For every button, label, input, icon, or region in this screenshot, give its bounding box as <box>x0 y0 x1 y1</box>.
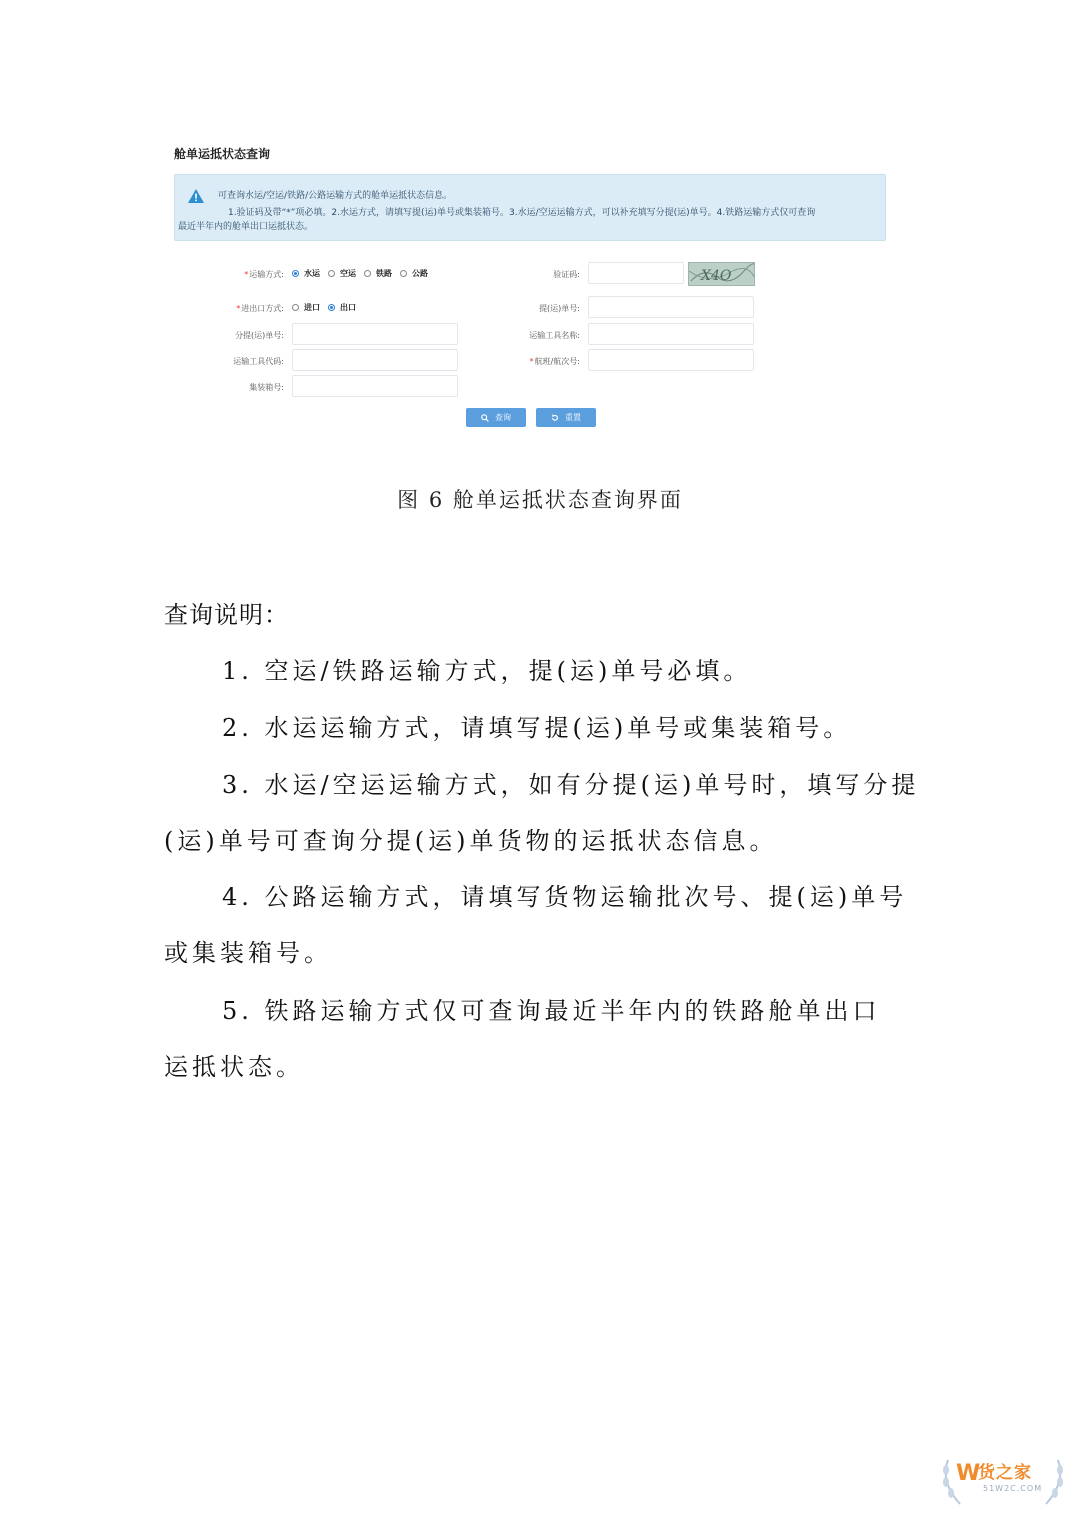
notice-line-3: 最近半年内的舱单出口运抵状态。 <box>178 222 314 232</box>
container-label: 集装箱号: <box>249 383 284 392</box>
bill-label: 提(运)单号: <box>539 304 580 313</box>
vehicle-name-input[interactable] <box>588 323 754 345</box>
notice-line-2: 1.验证码及带“*”项必填。2.水运方式，请填写提(运)单号或集装箱号。3.水运/空运运输方式，可以补充填写分提(运)单号。4.铁路运输方式仅可查询 <box>228 208 816 218</box>
radio-road[interactable] <box>400 270 407 277</box>
radio-import[interactable] <box>292 304 299 311</box>
instruction-4-line-1: 4. 公路运输方式，请填写货物运输批次号、提(运)单号 <box>222 883 908 911</box>
instruction-1: 1. 空运/铁路运输方式，提(运)单号必填。 <box>222 657 752 685</box>
instruction-3-line-1: 3. 水运/空运运输方式，如有分提(运)单号时，填写分提 <box>222 771 920 799</box>
transport-mode-label: *运输方式: <box>244 270 284 279</box>
vehicle-name-label: 运输工具名称: <box>529 331 580 340</box>
query-button[interactable]: 查询 <box>466 408 526 427</box>
notice-banner <box>174 174 886 241</box>
ie-mode-label: *进出口方式: <box>236 304 284 313</box>
transport-mode-radio-group: 水运 空运 铁路 公路 <box>292 268 436 279</box>
instruction-4-line-2: 或集装箱号。 <box>164 939 332 967</box>
figure-caption: 图 6 舱单运抵状态查询界面 <box>397 488 683 512</box>
radio-rail[interactable] <box>364 270 371 277</box>
captcha-image[interactable] <box>688 262 755 286</box>
voyage-label: *航班/航次号: <box>529 357 580 366</box>
instruction-3-line-2: (运)单号可查询分提(运)单货物的运抵状态信息。 <box>164 827 778 855</box>
instruction-5-line-1: 5. 铁路运输方式仅可查询最近半年内的铁路舱单出口 <box>222 997 881 1025</box>
voyage-input[interactable] <box>588 349 754 371</box>
container-input[interactable] <box>292 375 458 397</box>
watermark-url: 51W2C.COM <box>983 1484 1043 1493</box>
captcha-input[interactable] <box>588 262 684 284</box>
notice-line-1: 可查询水运/空运/铁路/公路运输方式的舱单运抵状态信息。 <box>218 191 453 201</box>
warning-icon <box>187 188 205 204</box>
bill-input[interactable] <box>588 296 754 318</box>
ie-mode-radio-group: 进口 出口 <box>292 302 364 313</box>
captcha-label: 验证码: <box>553 270 580 279</box>
captcha-text: X4O <box>701 268 732 284</box>
query-screenshot <box>164 132 894 444</box>
radio-water[interactable] <box>292 270 299 277</box>
instruction-2: 2. 水运运输方式，请填写提(运)单号或集装箱号。 <box>222 714 852 742</box>
watermark-letter: W <box>956 1461 981 1486</box>
reset-icon <box>551 414 559 422</box>
sub-bill-label: 分提(运)单号: <box>235 331 284 340</box>
watermark-brand: 货之家 <box>978 1463 1032 1483</box>
search-icon <box>481 414 489 422</box>
instruction-5-line-2: 运抵状态。 <box>164 1053 304 1081</box>
radio-air[interactable] <box>328 270 335 277</box>
reset-button[interactable]: 重置 <box>536 408 596 427</box>
radio-export[interactable] <box>328 304 335 311</box>
sub-bill-input[interactable] <box>292 323 458 345</box>
captcha-noise-icon <box>689 263 755 286</box>
vehicle-code-input[interactable] <box>292 349 458 371</box>
section-heading: 查询说明： <box>164 601 289 629</box>
vehicle-code-label: 运输工具代码: <box>233 357 284 366</box>
page-title: 舱单运抵状态查询 <box>174 147 271 161</box>
watermark-logo <box>938 1452 1068 1512</box>
